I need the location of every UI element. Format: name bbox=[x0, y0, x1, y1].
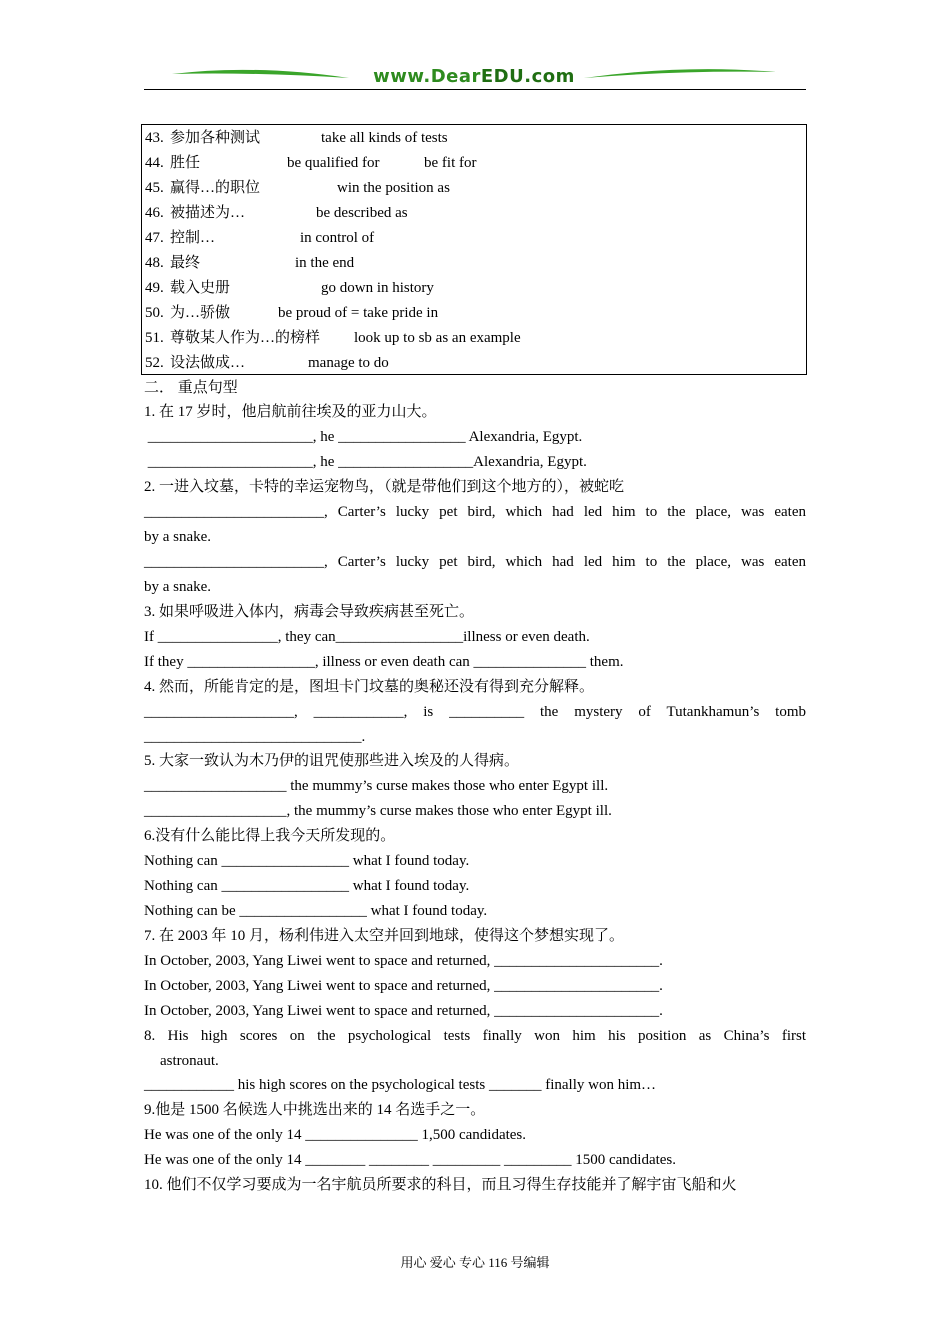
exercise-line: ____________________, ____________, is __________ the mystery of Tutankhamun’s tomb bbox=[144, 704, 806, 720]
exercise-line: 6.没有什么能比得上我今天所发现的。 bbox=[144, 828, 396, 844]
exercise-line: ________________________, Carter’s lucky pet bird, which had led him to the place, was eaten bbox=[144, 504, 806, 520]
exercise-line: 4. 然而，所能肯定的是，图坦卡门坟墓的奥秘还没有得到充分解释。 bbox=[144, 679, 595, 695]
exercise-line: If they _________________, illness or even death can _______________ them. bbox=[144, 654, 624, 670]
exercise-line: He was one of the only 14 ________ ________ _________ _________ 1500 candidates. bbox=[144, 1152, 677, 1168]
exercise-line: ______________________, he __________________Alexandria, Egypt. bbox=[144, 454, 587, 470]
exercise-line: 1. 在 17 岁时，他启航前往埃及的亚力山大。 bbox=[144, 404, 437, 420]
exercise-line: 9.他是 1500 名候选人中挑选出来的 14 名选手之一。 bbox=[144, 1102, 486, 1118]
exercise-line: 8. His high scores on the psychological tests finally won him his position as China’s first bbox=[144, 1028, 806, 1044]
exercise-line: _____________________________. bbox=[144, 729, 366, 745]
exercise-line: ___________________ the mummy’s curse makes those who enter Egypt ill. bbox=[144, 778, 609, 794]
exercise-line: ______________________, he _________________ Alexandria, Egypt. bbox=[144, 429, 583, 445]
exercise-line: In October, 2003, Yang Liwei went to space and returned, ______________________. bbox=[144, 953, 663, 969]
exercise-line: Nothing can _________________ what I found today. bbox=[144, 878, 470, 894]
exercise-line: 10. 他们不仅学习要成为一名宇航员所要求的科目，而且习得生存技能并了解宇宙飞船和火 bbox=[144, 1177, 737, 1193]
exercise-line: 7. 在 2003 年 10 月，杨利伟进入太空并回到地球，使得这个梦想实现了。 bbox=[144, 928, 625, 944]
exercise-line: ________________________, Carter’s lucky pet bird, which had led him to the place, was eaten bbox=[144, 554, 806, 570]
logo: www.DearEDU.com bbox=[373, 66, 575, 87]
exercise-line: by a snake. bbox=[144, 529, 212, 545]
section-title: 二． 重点句型 bbox=[144, 380, 238, 396]
exercise-line: 5. 大家一致认为木乃伊的诅咒使那些进入埃及的人得病。 bbox=[144, 753, 520, 769]
exercise-line: In October, 2003, Yang Liwei went to space and returned, ______________________. bbox=[144, 978, 663, 994]
exercise-line: If ________________, they can_________________illness or even death. bbox=[144, 629, 590, 645]
exercise-line: ___________________, the mummy’s curse makes those who enter Egypt ill. bbox=[144, 803, 612, 819]
exercise-line: Nothing can _________________ what I found today. bbox=[144, 853, 470, 869]
exercise-line: astronaut. bbox=[160, 1053, 219, 1069]
page-footer: 用心 爱心 专心 116 号编辑 bbox=[400, 1255, 550, 1270]
exercise-line: Nothing can be _________________ what I found today. bbox=[144, 903, 488, 919]
exercise-line: He was one of the only 14 _______________ 1,500 candidates. bbox=[144, 1127, 527, 1143]
exercise-line: 2. 一进入坟墓，卡特的幸运宠物鸟，（就是带他们到这个地方的），被蛇吃 bbox=[144, 479, 625, 495]
exercise-line: ____________ his high scores on the psychological tests _______ finally won him… bbox=[144, 1077, 657, 1093]
exercise-line: In October, 2003, Yang Liwei went to space and returned, ______________________. bbox=[144, 1003, 663, 1019]
header-divider bbox=[144, 89, 806, 90]
vocab-table: 43. 参加各种测试 take all kinds of tests 44. 胜任 be qualified for be fit for 45. 赢得…的职位 win the position as 46. 被描述为… be described as 47. 控制… in control of 48. 最终 in the end 49. 载入史册 go down in history 50. 为…骄傲 be proud of = take pride in 51. 尊敬某人作为…的榜样 look up to sb as an example 52. 设法做成… manage to do bbox=[141, 124, 807, 375]
page-header bbox=[144, 62, 806, 90]
exercise-line: 3. 如果呼吸进入体内，病毒会导致疾病甚至死亡。 bbox=[144, 604, 475, 620]
exercise-line: by a snake. bbox=[144, 579, 212, 595]
